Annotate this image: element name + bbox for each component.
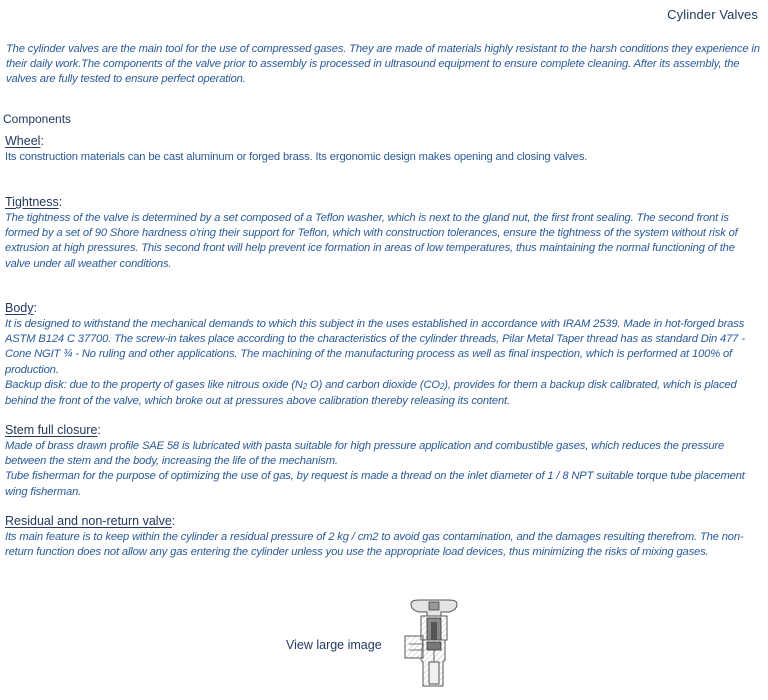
- heading-colon: :: [58, 195, 63, 209]
- backup-text-b: O) and carbon dioxide (CO: [307, 378, 440, 391]
- section-text-tightness: The tightness of the valve is determined by a set composed of a Teflon washer, which is next to the gland nut, the first front sealing. The second front is formed by a set of 90 Shore hardness o'ring their support for Teflon, which with construction tolerances, ensure the tightness of the system without risk of extrusion at high pressures. This second front will help prevent ice formation in areas of low temperatures, thus maintaining the normal functioning of the valve under all weather conditions.: [5, 212, 738, 270]
- view-large-image-link[interactable]: View large image: [286, 638, 382, 652]
- subscript-2: 2: [302, 381, 308, 391]
- heading-colon: :: [40, 134, 44, 148]
- section-text-residual: Its main feature is to keep within the cylinder a residual pressure of 2 kg / cm2 to avoid gas contamination, and the damages resulting therefrom. The non-return function does not allow any gas entering the cylinder unless you use the appropriate load devices, thus minimizing the risks of mixing gases.: [5, 531, 744, 559]
- components-heading: Components: [3, 112, 72, 126]
- section-heading-residual: Residual and non-return valve: [5, 514, 172, 528]
- backup-disk-paragraph: [5, 378, 763, 409]
- stem-paragraph-2: Tube fisherman for the purpose of optimizing the use of gas, by request is made a thread on the inlet diameter of 1 / 8 NPT suitable torque tube placement wing fisherman.: [5, 470, 745, 498]
- section-heading-body: Body: [5, 301, 34, 315]
- backup-text-a: Backup disk: due to the property of gases like nitrous oxide (N: [5, 378, 303, 391]
- section-text-wheel: Its construction materials can be cast aluminum or forged brass. Its ergonomic design makes opening and closing valves.: [5, 151, 588, 163]
- section-residual-non-return: [5, 512, 763, 560]
- valve-cross-section-image[interactable]: [403, 598, 465, 690]
- section-tightness: [5, 193, 763, 272]
- section-heading-tightness: Tightness: [5, 195, 59, 209]
- section-heading-stem: Stem full closure: [5, 423, 98, 437]
- section-wheel: [5, 132, 763, 165]
- heading-colon: :: [171, 514, 176, 528]
- page-title: Cylinder Valves: [667, 7, 758, 22]
- heading-colon: :: [97, 423, 101, 437]
- heading-colon: :: [33, 301, 37, 315]
- stem-paragraph-1: Made of brass drawn profile SAE 58 is lubricated with pasta suitable for high pressure application and combustible gases, which reduces the pressure between the stem and the body, increasing the life of the mechanism.: [5, 440, 725, 468]
- section-body: [5, 299, 763, 409]
- valve-drawing-icon: [403, 598, 465, 690]
- backup-text-c: ), provides for them a backup disk calibrated, which is placed behind the front of the valve, which broke out at pressures above calibration thereby releasing its content.: [5, 378, 737, 408]
- body-paragraph: It is designed to withstand the mechanical demands to which this subject in the uses established in accordance with IRAM 2539. Made in hot-forged brass ASTM B124 C 37700. The screw-in takes place according to the characteristics of the cylinder threads, Pilar Metal Taper thread has as standard Din 477 - Cone NGIT ¾ - No ruling and other applications. The machining of the manufacturing process as well as final inspection, which is performed at 100% of production.: [5, 318, 745, 376]
- section-stem-full-closure: [5, 421, 763, 500]
- section-text-stem: [5, 439, 763, 500]
- section-heading-wheel: Wheel: [5, 134, 41, 148]
- subscript-2: 2: [439, 381, 445, 391]
- section-text-body: [5, 317, 763, 409]
- intro-paragraph: The cylinder valves are the main tool for the use of compressed gases. They are made of materials highly resistant to the harsh conditions they experience in their daily work.The components of the valve prior to assembly is processed in ultrasound equipment to ensure complete cleaning. After its assembly, the valves are fully tested to ensure perfect operation.: [6, 43, 760, 85]
